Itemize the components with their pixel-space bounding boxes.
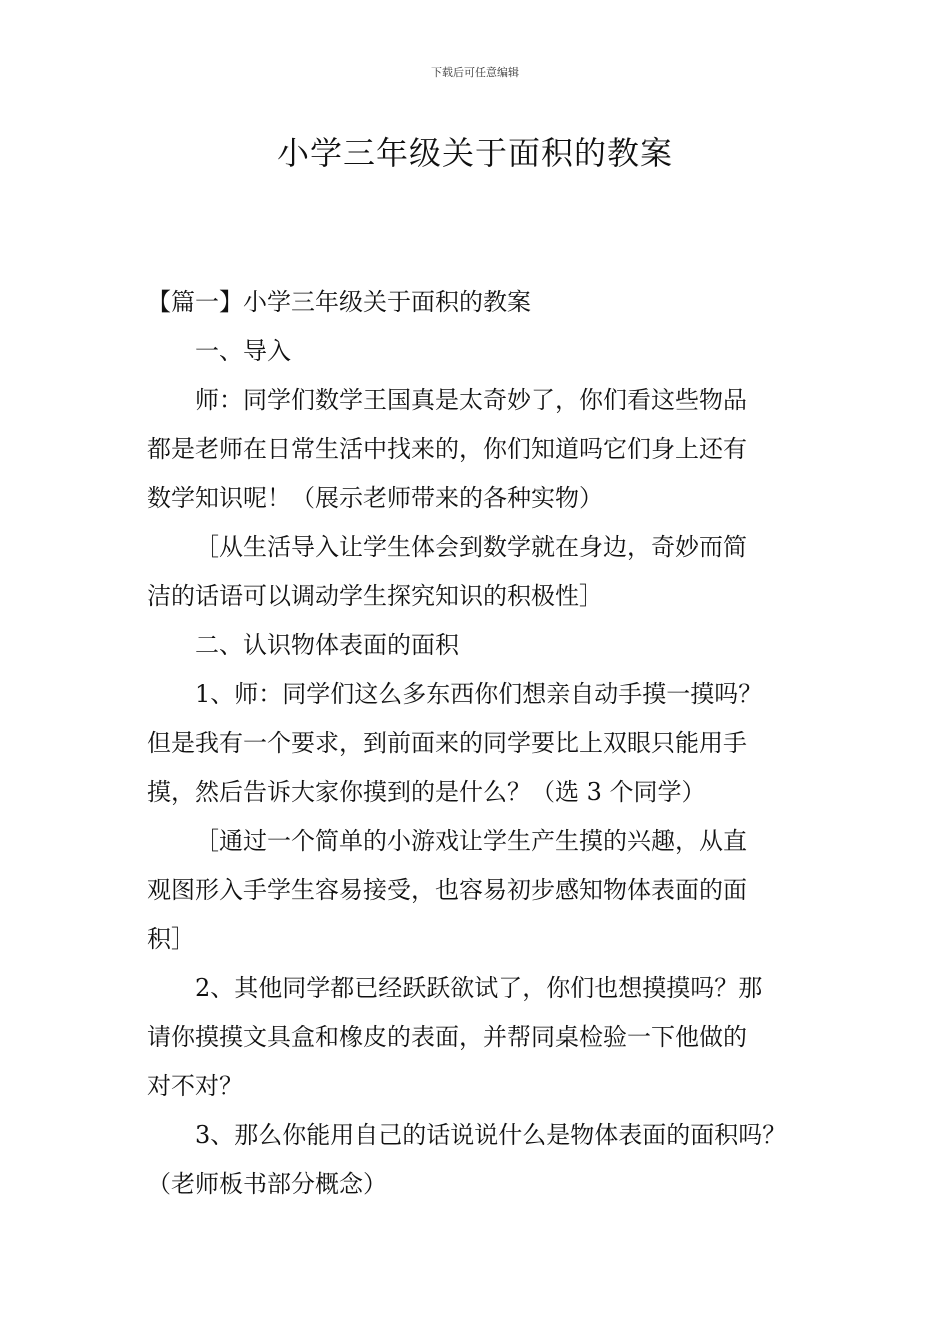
paragraph-line: 数学知识呢！（展示老师带来的各种实物） [147,484,603,512]
paragraph-line: 但是我有一个要求，到前面来的同学要比上双眼只能用手 [147,729,747,757]
document-body [147,278,827,1209]
subsection-heading: 二、认识物体表面的面积 [195,631,459,659]
paragraph-line: 3、那么你能用自己的话说说什么是物体表面的面积吗？ [195,1121,787,1149]
paragraph-line: 都是老师在日常生活中找来的，你们知道吗它们身上还有 [147,435,747,463]
paragraph-line: 1、师：同学们这么多东西你们想亲自动手摸一摸吗？ [195,680,763,708]
paragraph-line: 2、其他同学都已经跃跃欲试了，你们也想摸摸吗？那 [195,974,763,1002]
paragraph-line: ［通过一个简单的小游戏让学生产生摸的兴趣，从直 [195,827,747,855]
paragraph-line: ［从生活导入让学生体会到数学就在身边，奇妙而简 [195,533,747,561]
paragraph-line: 积］ [147,925,195,953]
section-heading: 【篇一】小学三年级关于面积的教案 [147,288,531,316]
paragraph-line: 洁的话语可以调动学生探究知识的积极性］ [147,582,603,610]
subsection-heading: 一、导入 [195,337,291,365]
paragraph-line: （老师板书部分概念） [147,1170,387,1198]
page-header-note: 下载后可任意编辑 [431,66,519,79]
paragraph-line: 观图形入手学生容易接受，也容易初步感知物体表面的面 [147,876,747,904]
document-title: 小学三年级关于面积的教案 [276,134,673,172]
paragraph-line: 摸，然后告诉大家你摸到的是什么？（选 3 个同学） [147,778,706,806]
paragraph-line: 师：同学们数学王国真是太奇妙了，你们看这些物品 [195,386,747,414]
paragraph-line: 请你摸摸文具盒和橡皮的表面，并帮同桌检验一下他做的 [147,1023,747,1051]
paragraph-line: 对不对？ [147,1072,243,1100]
